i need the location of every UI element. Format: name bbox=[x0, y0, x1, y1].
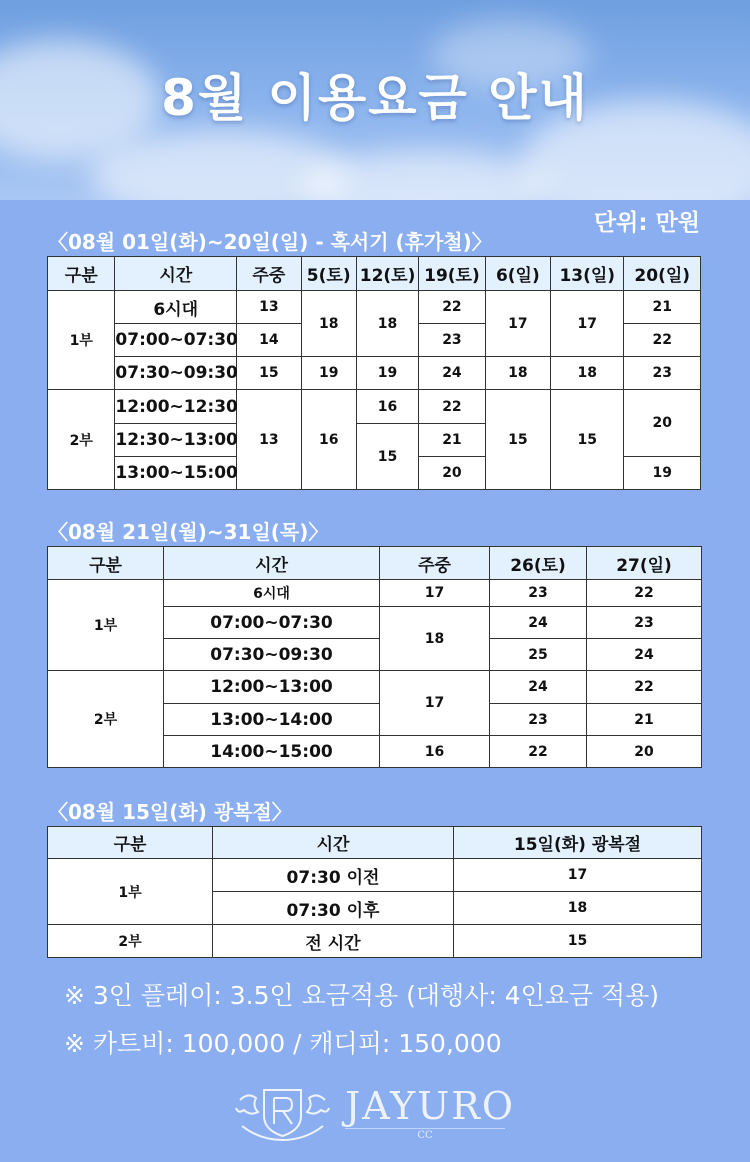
header-cell: 13(일) bbox=[551, 257, 624, 291]
price-cell: 21 bbox=[624, 291, 701, 324]
note-three-player: ※ 3인 플레이: 3.5인 요금적용 (대행사: 4인요금 적용) bbox=[64, 981, 660, 1010]
time-cell: 6시대 bbox=[164, 580, 380, 607]
price-cell: 16 bbox=[380, 736, 490, 768]
header-cell: 구분 bbox=[48, 827, 213, 859]
price-cell: 13 bbox=[237, 390, 301, 490]
price-cell: 15 bbox=[485, 390, 550, 490]
part-cell: 2부 bbox=[48, 925, 213, 958]
price-cell: 24 bbox=[587, 639, 702, 671]
price-cell: 22 bbox=[419, 390, 485, 424]
header-cell: 구분 bbox=[48, 257, 115, 291]
table-row bbox=[48, 357, 701, 390]
part-cell: 1부 bbox=[48, 580, 164, 671]
price-cell: 17 bbox=[551, 291, 624, 357]
price-cell: 23 bbox=[490, 704, 587, 736]
jayuro-logo bbox=[230, 1080, 530, 1142]
price-cell: 18 bbox=[301, 291, 356, 357]
table-row bbox=[48, 671, 702, 704]
price-cell: 18 bbox=[380, 607, 490, 671]
price-cell: 15 bbox=[237, 357, 301, 390]
time-cell: 07:30~09:30 bbox=[115, 357, 237, 390]
time-cell: 12:00~13:00 bbox=[164, 671, 380, 704]
section3-title: 〈08월 15일(화) 광복절〉 bbox=[48, 800, 292, 824]
logo-name: JAYURO bbox=[345, 1084, 516, 1128]
table-header-row bbox=[48, 547, 702, 580]
crest-logo-icon bbox=[230, 1080, 335, 1142]
table-row bbox=[48, 580, 702, 607]
price-cell: 20 bbox=[419, 457, 485, 490]
price-cell: 14 bbox=[237, 324, 301, 357]
header-cell: 주중 bbox=[380, 547, 490, 580]
price-cell: 22 bbox=[419, 291, 485, 324]
time-cell: 전 시간 bbox=[213, 925, 454, 958]
price-cell: 17 bbox=[380, 671, 490, 736]
section1-price-table bbox=[47, 256, 701, 490]
price-cell: 15 bbox=[454, 925, 702, 958]
price-cell: 18 bbox=[551, 357, 624, 390]
header-cell: 주중 bbox=[237, 257, 301, 291]
header-cell: 시간 bbox=[164, 547, 380, 580]
price-cell: 22 bbox=[490, 736, 587, 768]
table-header-row bbox=[48, 257, 701, 291]
part-cell: 2부 bbox=[48, 390, 115, 490]
time-cell: 13:00~15:00 bbox=[115, 457, 237, 490]
section2-title: 〈08월 21일(월)~31일(목)〉 bbox=[48, 520, 329, 544]
table-header-row bbox=[48, 827, 702, 859]
table-row bbox=[48, 859, 702, 892]
price-cell: 17 bbox=[454, 859, 702, 892]
price-cell: 15 bbox=[551, 390, 624, 490]
time-cell: 6시대 bbox=[115, 291, 237, 324]
price-cell: 23 bbox=[490, 580, 587, 607]
time-cell: 13:00~14:00 bbox=[164, 704, 380, 736]
price-cell: 23 bbox=[587, 607, 702, 639]
time-cell: 07:30~09:30 bbox=[164, 639, 380, 671]
price-cell: 17 bbox=[380, 580, 490, 607]
price-cell: 18 bbox=[454, 892, 702, 925]
header-cell: 15일(화) 광복절 bbox=[454, 827, 702, 859]
header-cell: 5(토) bbox=[301, 257, 356, 291]
price-cell: 17 bbox=[485, 291, 550, 357]
price-cell: 20 bbox=[624, 390, 701, 457]
header-cell: 시간 bbox=[213, 827, 454, 859]
section2-price-table bbox=[47, 546, 702, 768]
time-cell: 07:00~07:30 bbox=[115, 324, 237, 357]
logo-subtitle: CC bbox=[345, 1128, 505, 1141]
price-cell: 22 bbox=[587, 671, 702, 704]
header-cell: 27(일) bbox=[587, 547, 702, 580]
price-cell: 23 bbox=[419, 324, 485, 357]
header-cell: 19(토) bbox=[419, 257, 485, 291]
price-cell: 24 bbox=[490, 607, 587, 639]
price-cell: 13 bbox=[237, 291, 301, 324]
header-cell: 12(토) bbox=[356, 257, 418, 291]
price-cell: 16 bbox=[301, 390, 356, 490]
part-cell: 2부 bbox=[48, 671, 164, 768]
header-cell: 시간 bbox=[115, 257, 237, 291]
part-cell: 1부 bbox=[48, 859, 213, 925]
note-cart-caddie-fee: ※ 카트비: 100,000 / 캐디피: 150,000 bbox=[64, 1029, 502, 1058]
header-cell: 26(토) bbox=[490, 547, 587, 580]
price-cell: 25 bbox=[490, 639, 587, 671]
time-cell: 07:00~07:30 bbox=[164, 607, 380, 639]
section3-price-table bbox=[47, 826, 702, 958]
price-cell: 19 bbox=[356, 357, 418, 390]
time-cell: 12:30~13:00 bbox=[115, 424, 237, 457]
section1-title: 〈08월 01일(화)~20일(일) - 혹서기 (휴가철)〉 bbox=[48, 230, 492, 254]
time-cell: 07:30 이후 bbox=[213, 892, 454, 925]
price-cell: 19 bbox=[301, 357, 356, 390]
price-cell: 15 bbox=[356, 424, 418, 490]
table-row bbox=[48, 925, 702, 958]
price-cell: 22 bbox=[624, 324, 701, 357]
page-title: 8월 이용요금 안내 bbox=[161, 69, 589, 127]
price-cell: 21 bbox=[419, 424, 485, 457]
price-cell: 16 bbox=[356, 390, 418, 424]
table-row bbox=[48, 291, 701, 324]
header-cell: 구분 bbox=[48, 547, 164, 580]
price-cell: 18 bbox=[485, 357, 550, 390]
price-cell: 20 bbox=[587, 736, 702, 768]
price-cell: 21 bbox=[587, 704, 702, 736]
unit-label: 단위: 만원 bbox=[593, 210, 700, 236]
table-row bbox=[48, 390, 701, 424]
time-cell: 14:00~15:00 bbox=[164, 736, 380, 768]
price-cell: 19 bbox=[624, 457, 701, 490]
price-cell: 18 bbox=[356, 291, 418, 357]
part-cell: 1부 bbox=[48, 291, 115, 390]
price-cell: 23 bbox=[624, 357, 701, 390]
price-cell: 24 bbox=[490, 671, 587, 704]
price-cell: 24 bbox=[419, 357, 485, 390]
price-cell: 22 bbox=[587, 580, 702, 607]
time-cell: 12:00~12:30 bbox=[115, 390, 237, 424]
header-cell: 6(일) bbox=[485, 257, 550, 291]
time-cell: 07:30 이전 bbox=[213, 859, 454, 892]
header-cell: 20(일) bbox=[624, 257, 701, 291]
